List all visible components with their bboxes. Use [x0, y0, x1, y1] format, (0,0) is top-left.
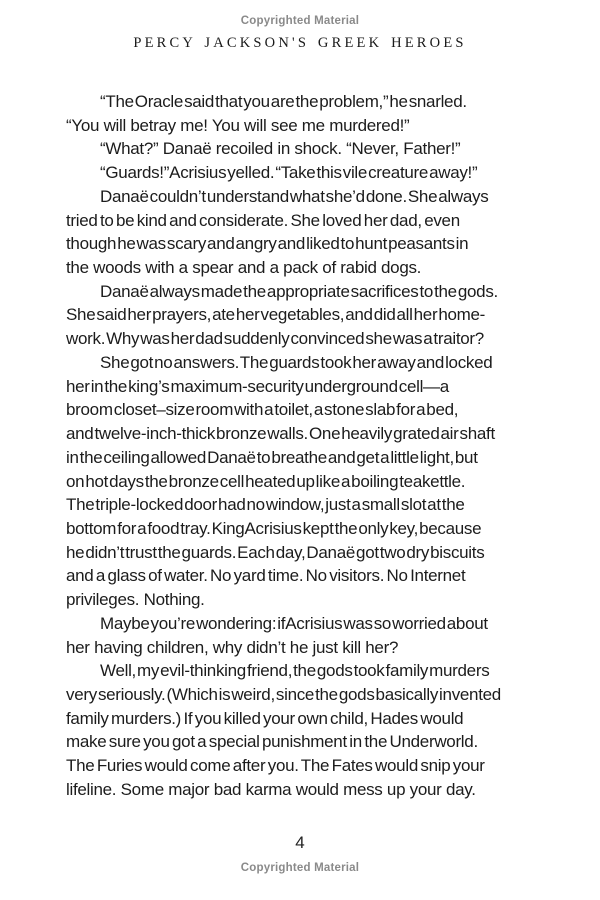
body-text-line: privileges. Nothing. [66, 590, 205, 610]
body-text-line: “Guards!” Acrisius yelled. “Take this vile creature away!” [100, 163, 478, 183]
body-text-line: the woods with a spear and a pack of rabid dogs. [66, 258, 422, 278]
body-text-line: very seriously. (Which is weird, since the gods basically invented [66, 684, 501, 704]
body-text-line: Maybe you’re wondering: if Acrisius was so worried about [100, 613, 488, 633]
body-text-line: broom closet–size room with a toilet, a stone slab for a bed, [66, 400, 459, 420]
page-number: 4 [295, 833, 305, 852]
body-text-line: her in the king’s maximum-security underground cell—a [66, 376, 449, 396]
body-text-line: and twelve-inch-thick bronze walls. One heavily grated air shaft [66, 424, 495, 444]
bottom-copyright-notice: Copyrighted Material [240, 862, 360, 874]
body-text-line: Well, my evil-thinking friend, the gods took family murders [100, 661, 490, 681]
body-text-line: he didn’t trust the guards. Each day, Danaë got two dry biscuits [66, 542, 485, 562]
body-text-line: on hot days the bronze cell heated up like a boiling teakettle. [66, 471, 466, 491]
body-text-line: The triple-locked door had no window, just a small slot at the [66, 495, 465, 515]
body-text-line: “You will betray me! You will see me murdered!” [66, 115, 410, 135]
running-head-book-title: PERCY JACKSON'S GREEK HEROES [133, 35, 467, 51]
body-text-line: though he was scary and angry and liked to hunt peasants in [66, 234, 469, 254]
body-text-line: “The Oracle said that you are the problem,” he snarled. [100, 92, 467, 111]
body-text-line: bottom for a food tray. King Acrisius kept the only key, because [66, 518, 482, 538]
body-text-line: tried to be kind and considerate. She loved her dad, even [66, 210, 460, 230]
body-text-line: She said her prayers, ate her vegetables, and did all her home- [66, 305, 486, 325]
body-text-line: “What?” Danaë recoiled in shock. “Never, Father!” [100, 139, 461, 159]
body-text-line: She got no answers. The guards took her away and locked [100, 352, 493, 372]
body-text-line: family murders.) If you killed your own child, Hades would [66, 708, 464, 728]
body-text-line: lifeline. Some major bad karma would mess up your day. [66, 779, 476, 799]
body-text-line: Danaë always made the appropriate sacrifices to the gods. [100, 281, 498, 301]
body-text-line: The Furies would come after you. The Fates would snip your [66, 756, 485, 776]
body-text-line: make sure you got a special punishment in the Underworld. [66, 732, 478, 752]
body-text-line: in the ceiling allowed Danaë to breathe and get a little light, but [66, 447, 478, 467]
body-text-line: work. Why was her dad suddenly convinced she was a traitor? [66, 329, 484, 349]
body-text-line: Danaë couldn’t understand what she’d done. She always [100, 186, 489, 206]
top-copyright-notice: Copyrighted Material [240, 15, 360, 27]
body-text-block [66, 90, 510, 802]
body-text-line: her having children, why didn’t he just kill her? [66, 637, 399, 657]
body-text-line: and a glass of water. No yard time. No visitors. No Internet [66, 566, 466, 586]
